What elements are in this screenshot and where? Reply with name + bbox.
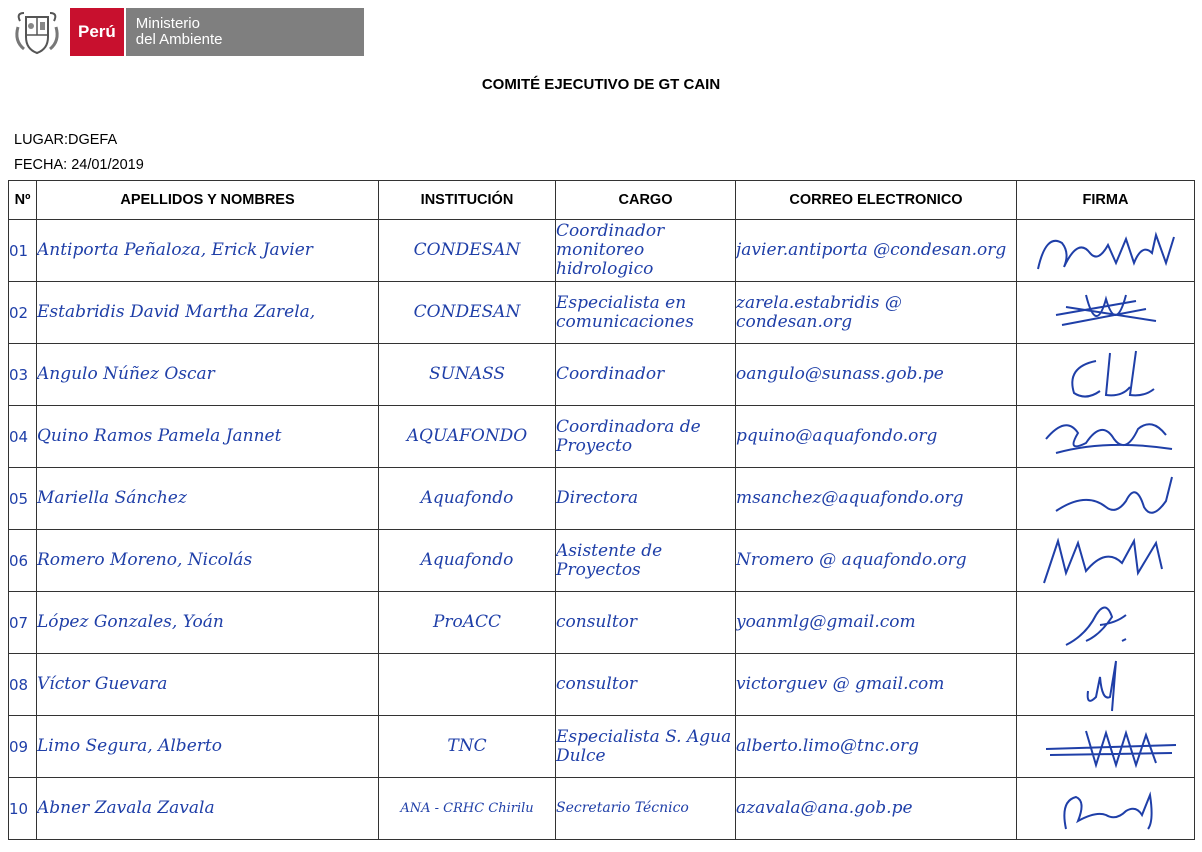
- row-number: 09: [9, 716, 37, 778]
- signature-cell: [1017, 220, 1195, 282]
- table-row: [9, 344, 1195, 406]
- ministry-badge: [124, 8, 364, 56]
- row-email: Nromero @ aquafondo.org: [736, 530, 1017, 592]
- row-number: 01: [9, 220, 37, 282]
- table-row: [9, 778, 1195, 840]
- row-institution: Aquafondo: [379, 468, 556, 530]
- row-name: Limo Segura, Alberto: [37, 716, 379, 778]
- table-row: [9, 592, 1195, 654]
- signature-image: [1026, 285, 1186, 341]
- table-row: [9, 468, 1195, 530]
- signature-image: [1026, 471, 1186, 527]
- row-name: Romero Moreno, Nicolás: [37, 530, 379, 592]
- signature-image: [1026, 657, 1186, 713]
- row-cargo: Coordinador monitoreo hidrologico: [556, 220, 736, 282]
- row-institution: ProACC: [379, 592, 556, 654]
- row-cargo: consultor: [556, 654, 736, 716]
- row-email: zarela.estabridis @ condesan.org: [736, 282, 1017, 344]
- col-header-number: Nº: [9, 181, 37, 220]
- document-title: COMITÉ EJECUTIVO DE GT CAIN: [481, 76, 721, 93]
- row-email: victorguev @ gmail.com: [736, 654, 1017, 716]
- table-body: [9, 220, 1195, 840]
- signature-image: [1026, 533, 1186, 589]
- row-name: Antiporta Peñaloza, Erick Javier: [37, 220, 379, 282]
- col-header-name: APELLIDOS Y NOMBRES: [37, 181, 379, 220]
- signature-cell: [1017, 778, 1195, 840]
- row-name: Víctor Guevara: [37, 654, 379, 716]
- country-label: Perú: [78, 22, 116, 41]
- row-number: 05: [9, 468, 37, 530]
- col-header-signature: FIRMA: [1017, 181, 1195, 220]
- signature-cell: [1017, 592, 1195, 654]
- row-institution: CONDESAN: [379, 220, 556, 282]
- row-number: 02: [9, 282, 37, 344]
- row-email: alberto.limo@tnc.org: [736, 716, 1017, 778]
- fecha-label: FECHA: 24/01/2019: [14, 157, 144, 173]
- signature-cell: [1017, 654, 1195, 716]
- ministry-line2: del Ambiente: [135, 31, 223, 48]
- row-number: 08: [9, 654, 37, 716]
- table-row: [9, 406, 1195, 468]
- signature-image: [1026, 223, 1186, 279]
- attendance-table: [8, 180, 1195, 840]
- row-institution: CONDESAN: [379, 282, 556, 344]
- table-header-row: [9, 181, 1195, 220]
- ministry-line1: Ministerio: [135, 15, 200, 32]
- row-email: msanchez@aquafondo.org: [736, 468, 1017, 530]
- col-header-institution: INSTITUCIÓN: [379, 181, 556, 220]
- row-name: Mariella Sánchez: [37, 468, 379, 530]
- table-row: [9, 530, 1195, 592]
- row-institution: AQUAFONDO: [379, 406, 556, 468]
- row-institution: ANA - CRHC Chirilu: [379, 778, 556, 840]
- signature-image: [1026, 347, 1186, 403]
- signature-image: [1026, 409, 1186, 465]
- row-cargo: Coordinador: [556, 344, 736, 406]
- signature-cell: [1017, 468, 1195, 530]
- table-row: [9, 654, 1195, 716]
- row-cargo: Asistente de Proyectos: [556, 530, 736, 592]
- signature-image: [1026, 595, 1186, 651]
- row-email: javier.antiporta @condesan.org: [736, 220, 1017, 282]
- row-institution: TNC: [379, 716, 556, 778]
- row-number: 04: [9, 406, 37, 468]
- table-row: [9, 282, 1195, 344]
- col-header-email: CORREO ELECTRONICO: [736, 181, 1017, 220]
- row-institution: Aquafondo: [379, 530, 556, 592]
- row-name: Abner Zavala Zavala: [37, 778, 379, 840]
- row-email: yoanmlg@gmail.com: [736, 592, 1017, 654]
- row-number: 10: [9, 778, 37, 840]
- signature-cell: [1017, 406, 1195, 468]
- signature-image: [1026, 781, 1186, 837]
- table-row: [9, 220, 1195, 282]
- table-row: [9, 716, 1195, 778]
- row-name: Quino Ramos Pamela Jannet: [37, 406, 379, 468]
- country-badge: [70, 8, 124, 56]
- signature-cell: [1017, 282, 1195, 344]
- row-cargo: consultor: [556, 592, 736, 654]
- col-header-cargo: CARGO: [556, 181, 736, 220]
- coat-of-arms-icon: [12, 7, 62, 57]
- row-cargo: Especialista S. Agua Dulce: [556, 716, 736, 778]
- row-email: pquino@aquafondo.org: [736, 406, 1017, 468]
- signature-image: [1026, 719, 1186, 775]
- row-institution: [379, 654, 556, 716]
- letterhead: [12, 6, 364, 58]
- row-name: Angulo Núñez Oscar: [37, 344, 379, 406]
- row-email: oangulo@sunass.gob.pe: [736, 344, 1017, 406]
- signature-cell: [1017, 344, 1195, 406]
- row-institution: SUNASS: [379, 344, 556, 406]
- row-cargo: Coordinadora de Proyecto: [556, 406, 736, 468]
- row-cargo: Secretario Técnico: [556, 778, 736, 840]
- row-cargo: Directora: [556, 468, 736, 530]
- row-email: azavala@ana.gob.pe: [736, 778, 1017, 840]
- row-number: 07: [9, 592, 37, 654]
- signature-cell: [1017, 716, 1195, 778]
- row-name: López Gonzales, Yoán: [37, 592, 379, 654]
- lugar-label: LUGAR:DGEFA: [14, 132, 118, 148]
- signature-cell: [1017, 530, 1195, 592]
- row-number: 06: [9, 530, 37, 592]
- row-number: 03: [9, 344, 37, 406]
- row-name: Estabridis David Martha Zarela,: [37, 282, 379, 344]
- row-cargo: Especialista en comunicaciones: [556, 282, 736, 344]
